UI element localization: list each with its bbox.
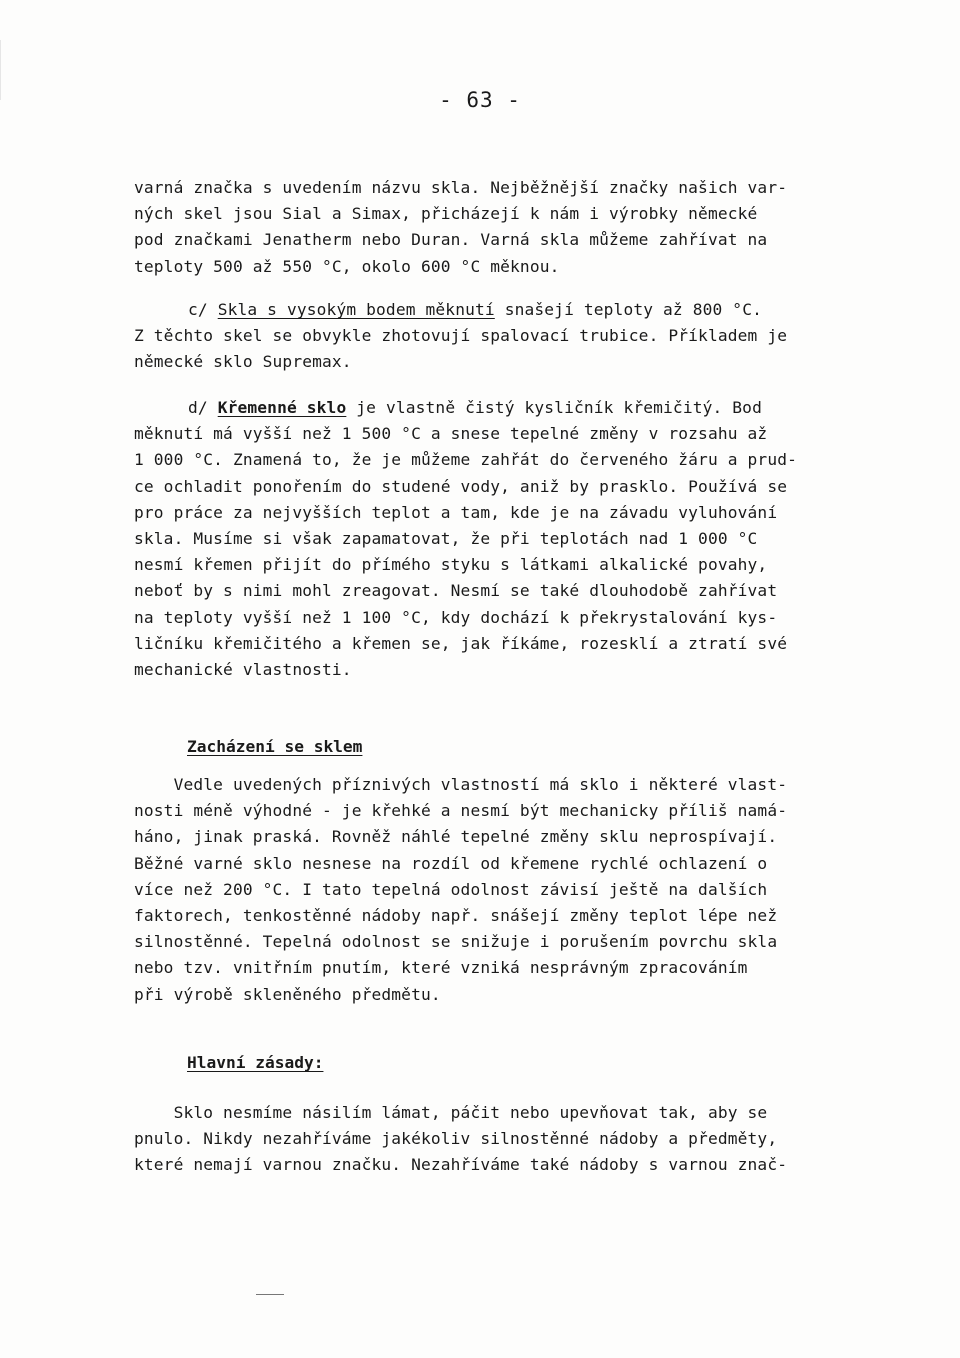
section-d-label: d/ <box>188 398 208 417</box>
heading-rules: Hlavní zásady: <box>187 1053 324 1072</box>
text-line: Z těchto skel se obvykle zhotovují spalovací trubice. Příkladem je <box>134 326 788 346</box>
text-line: ných skel jsou Sial a Simax, přicházejí k nám i výrobky německé <box>134 204 758 224</box>
section-c-first-line-rest: snašejí teploty až 800 °C. <box>494 300 762 319</box>
text-line: 1 000 °C. Znamená to, že je můžeme zahřát do červeného žáru a prud- <box>134 450 798 470</box>
section-rules-body <box>134 1100 864 1179</box>
text-line: Vedle uvedených příznivých vlastností má sklo i některé vlast- <box>134 775 788 794</box>
text-line: silnostěnné. Tepelná odolnost se snižuje i porušením povrchu skla <box>134 932 778 952</box>
heading-handling: Zacházení se sklem <box>187 737 363 756</box>
text-line: ličníku křemičitého a křemen se, jak říkáme, rozesklí a ztratí své <box>134 633 788 653</box>
text-line: Běžné varné sklo nesnese na rozdíl od křemene rychlé ochlazení o <box>134 853 768 873</box>
text-line: nebo tzv. vnitřním pnutím, které vzniká nesprávným zpracováním <box>134 958 748 978</box>
footer-dash <box>256 1294 284 1295</box>
section-c-label: c/ <box>188 300 208 319</box>
text-line: pro práce za nejvyšších teplot a tam, kde je na závadu vyluhování <box>134 502 778 522</box>
section-c <box>134 297 864 376</box>
text-line: na teploty vyšší než 1 100 °C, kdy dochází k překrystalování kys- <box>134 607 778 627</box>
text-line: varná značka s uvedením názvu skla. Nejběžnější značky našich var- <box>134 178 788 197</box>
text-line: Sklo nesmíme násilím lámat, páčit nebo upevňovat tak, aby se <box>134 1103 768 1122</box>
text-line: při výrobě skleněného předmětu. <box>134 984 441 1004</box>
text-line: nesmí křemen přijít do přímého styku s látkami alkalické povahy, <box>134 555 768 575</box>
text-line: ce ochladit ponořením do studené vody, aniž by prasklo. Používá se <box>134 476 788 496</box>
text-line: pnulo. Nikdy nezahříváme jakékoliv silnostěnné nádoby a předměty, <box>134 1129 778 1149</box>
section-c-title: Skla s vysokým bodem měknutí <box>217 300 495 319</box>
text-line: měknutí má vyšší než 1 500 °C a snese tepelné změny v rozsahu až <box>134 424 768 444</box>
text-line: skla. Musíme si však zapamatovat, že při teplotách nad 1 000 °C <box>134 528 758 548</box>
text-line: teploty 500 až 550 °C, okolo 600 °C měknou. <box>134 256 560 276</box>
text-line: německé sklo Supremax. <box>134 352 352 372</box>
text-line: háno, jinak praská. Rovněž náhlé tepelné změny sklu neprospívají. <box>134 827 778 847</box>
section-handling-body <box>134 772 864 1008</box>
page-number: - 63 - <box>439 88 521 112</box>
section-d <box>134 395 864 683</box>
section-c-first-line <box>134 297 864 323</box>
text-line: pod značkami Jenatherm nebo Duran. Varná skla můžeme zahřívat na <box>134 230 768 250</box>
section-d-first-line-rest: je vlastně čistý kysličník křemičitý. Bod <box>346 398 762 417</box>
text-line: které nemají varnou značku. Nezahříváme také nádoby s varnou znač- <box>134 1155 788 1175</box>
text-line: faktorech, tenkostěnné nádoby např. snášejí změny teplot lépe než <box>134 905 778 925</box>
section-d-title: Křemenné sklo <box>217 398 347 417</box>
section-d-first-line <box>134 395 864 421</box>
text-line: mechanické vlastnosti. <box>134 659 352 679</box>
text-line: více než 200 °C. I tato tepelná odolnost závisí ještě na dalších <box>134 879 768 899</box>
text-line: nosti méně výhodné - je křehké a nesmí být mechanicky příliš namá- <box>134 801 788 821</box>
text-line: neboť by s nimi mohl zreagovat. Nesmí se také dlouhodobě zahřívat <box>134 581 778 601</box>
paragraph-varna-skla <box>134 175 864 280</box>
